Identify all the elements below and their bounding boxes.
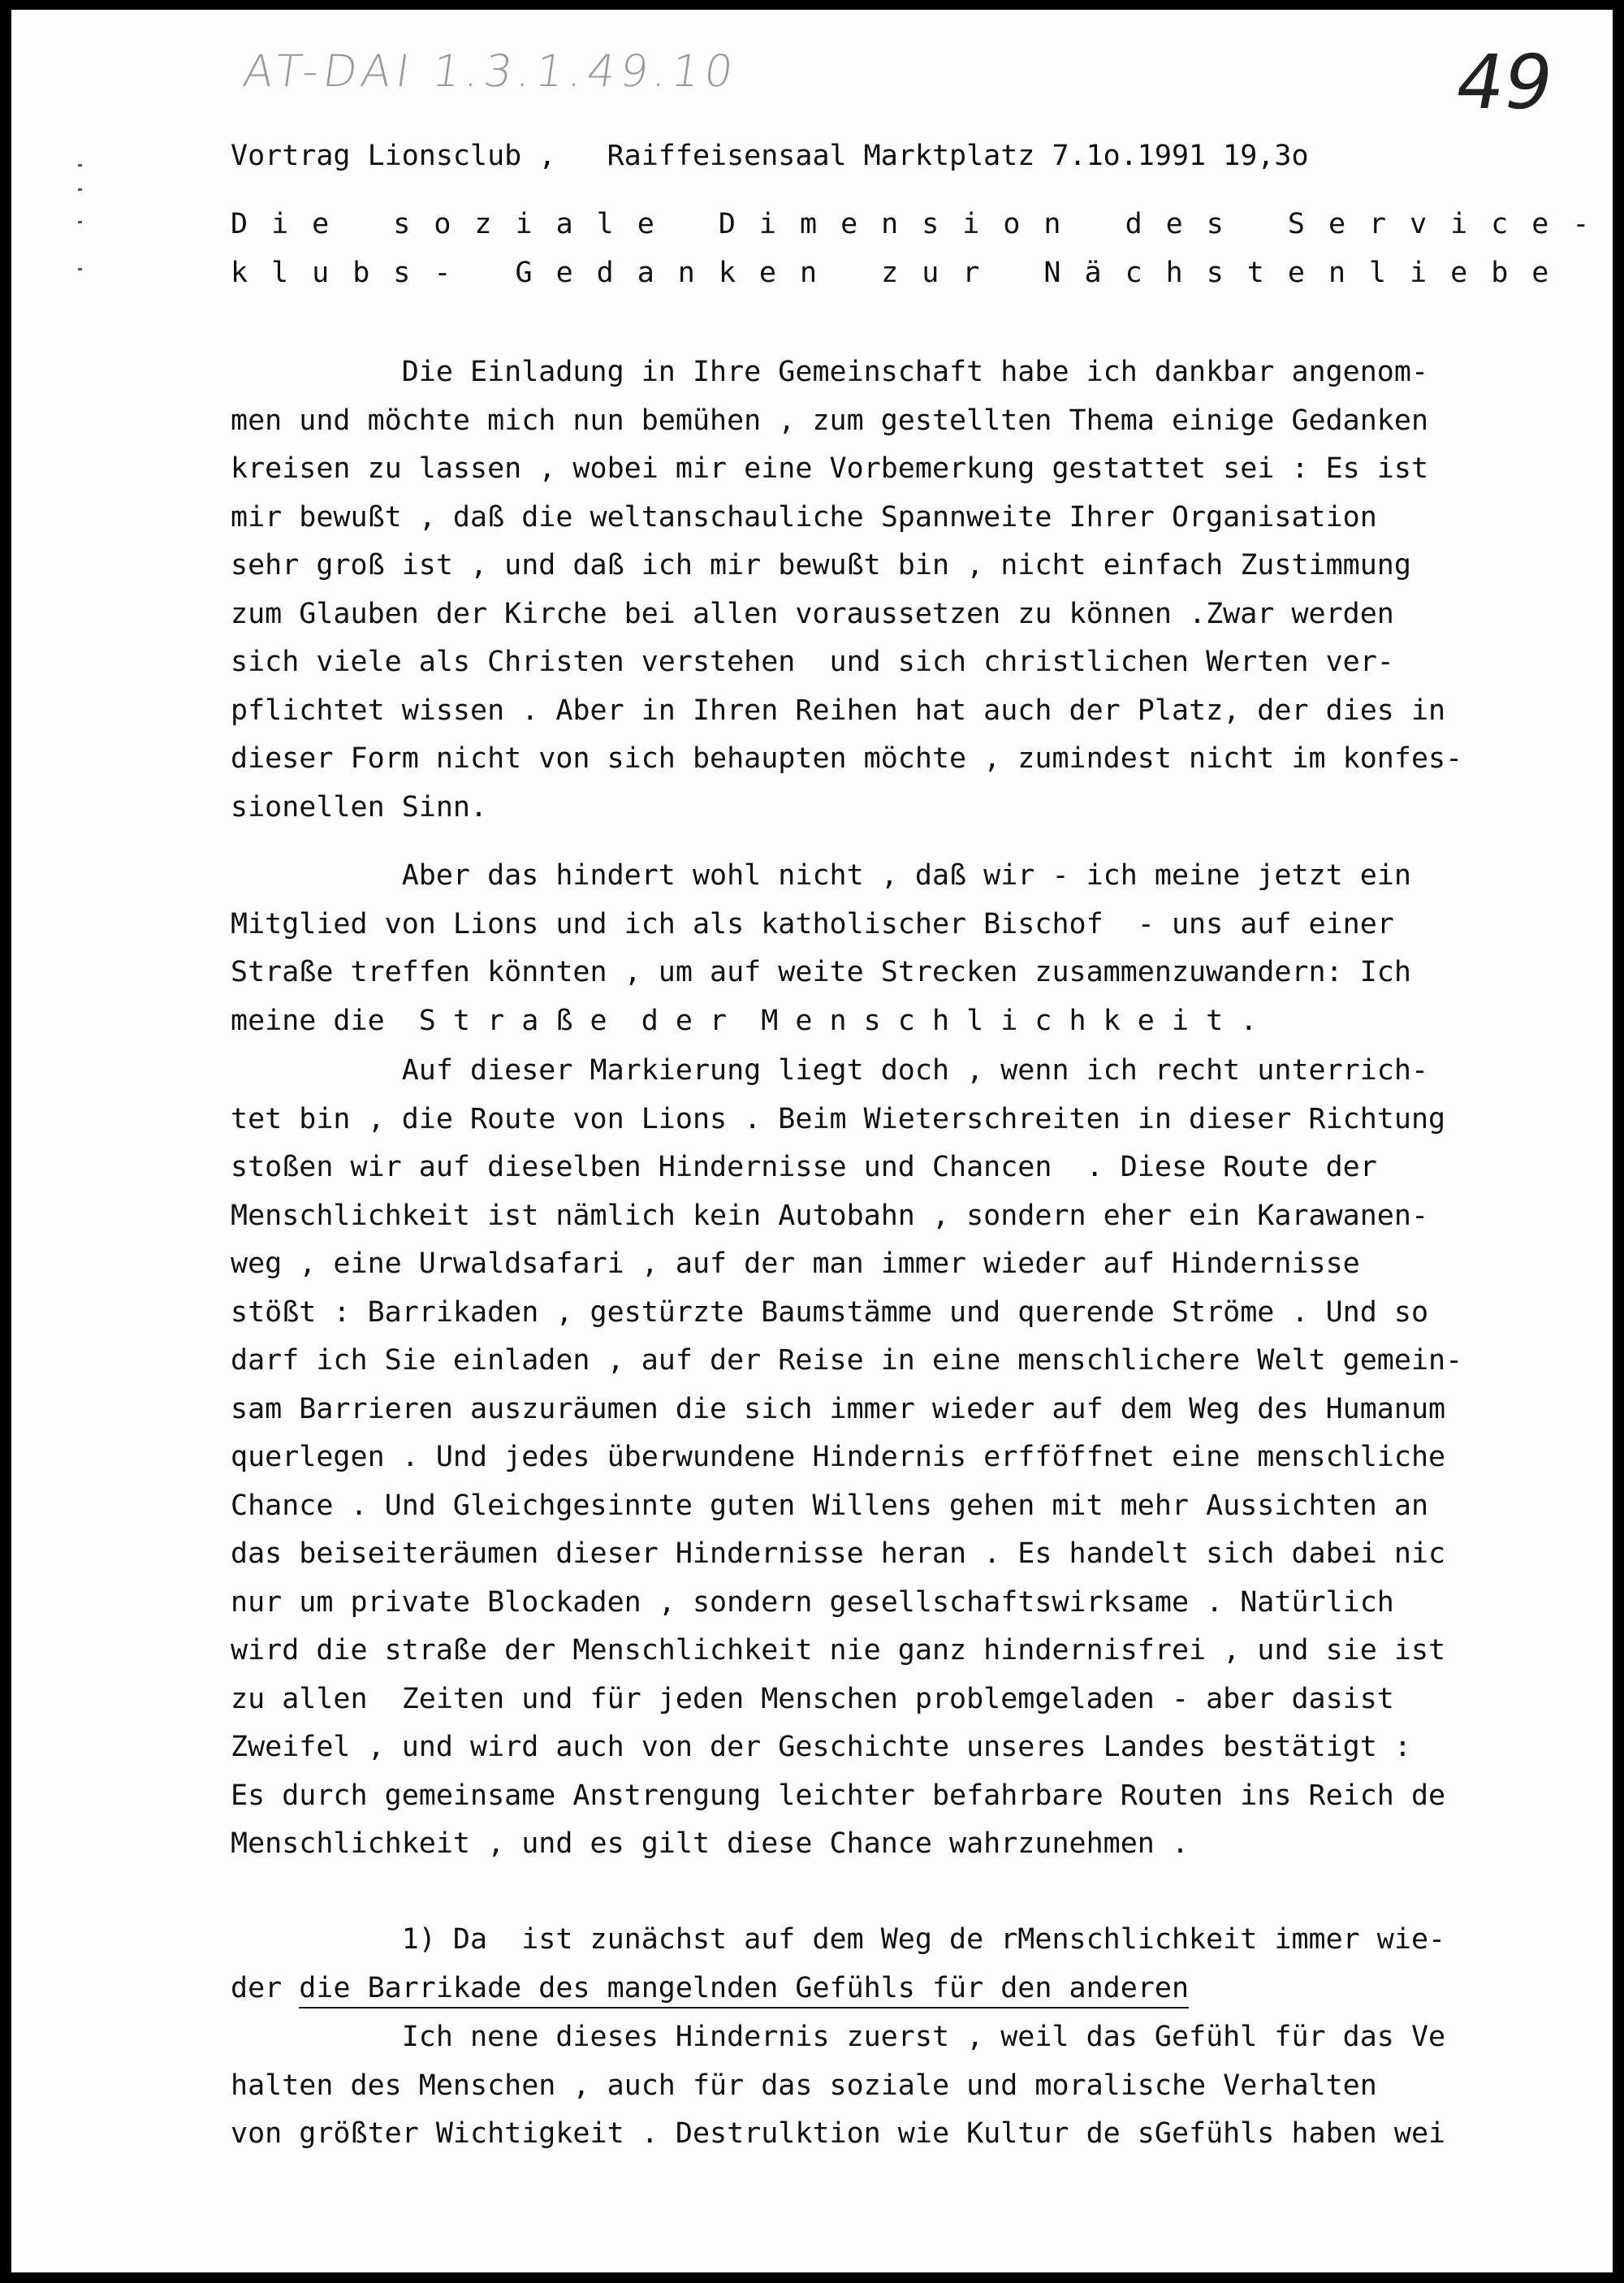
- page-number: 49: [1449, 39, 1560, 126]
- paragraph3-line: das beiseiteräumen dieser Hindernisse heran . Es handelt sich dabei nic: [231, 1537, 1446, 1570]
- paragraph1-line: kreisen zu lassen , wobei mir eine Vorbemerkung gestattet sei : Es ist: [231, 452, 1429, 485]
- paragraph3-line: Es durch gemeinsame Anstrengung leichter befahrbare Routen ins Reich de: [231, 1779, 1446, 1812]
- lecture-title-line-2: klubs- Gedanken zur Nächstenliebe: [231, 257, 1573, 289]
- paragraph4-line: von größter Wichtigkeit . Destrulktion wie Kultur de sGefühls haben wei: [231, 2117, 1446, 2150]
- paragraph4-line: Ich nene dieses Hindernis zuerst , weil das Gefühl für das Ve: [231, 2021, 1446, 2053]
- paragraph2-line: Aber das hindert wohl nicht , daß wir - ich meine jetzt ein: [231, 859, 1411, 892]
- paragraph3-line: nur um private Blockaden , sondern gesellschaftswirksame . Natürlich: [231, 1586, 1394, 1619]
- paragraph1-line: sionellen Sinn.: [231, 791, 488, 824]
- paragraph3-line: sam Barrieren auszuräumen die sich immer wieder auf dem Weg des Humanum: [231, 1393, 1446, 1425]
- paragraph3-line: tet bin , die Route von Lions . Beim Wieterschreiten in dieser Richtung: [231, 1103, 1446, 1135]
- paragraph3-line: stößt : Barrikaden , gestürzte Baumstämme und querende Ströme . Und so: [231, 1296, 1429, 1329]
- point-1-prefix: der: [231, 1972, 300, 2004]
- margin-marks: [78, 164, 89, 286]
- archive-reference: AT-DAI 1.3.1.49.10: [240, 45, 741, 97]
- lecture-header: Vortrag Lionsclub , Raiffeisensaal Marktplatz 7.1o.1991 19,3o: [231, 140, 1309, 172]
- paragraph4-line: halten des Menschen , auch für das soziale und moralische Verhalten: [231, 2069, 1377, 2102]
- paragraph1-line: dieser Form nicht von sich behaupten möchte , zumindest nicht im konfes-: [231, 742, 1463, 775]
- paragraph2-line: Straße treffen könnten , um auf weite Strecken zusammenzuwandern: Ich: [231, 956, 1411, 988]
- paragraph3-line: Zweifel , und wird auch von der Geschichte unseres Landes bestätigt :: [231, 1731, 1411, 1763]
- paragraph3-line: Menschlichkeit ist nämlich kein Autobahn , sondern eher ein Karawanen-: [231, 1200, 1429, 1232]
- paragraph1-line: men und möchte mich nun bemühen , zum gestellten Thema einige Gedanken: [231, 404, 1429, 437]
- paragraph1-line: zum Glauben der Kirche bei allen voraussetzen zu können .Zwar werden: [231, 598, 1394, 630]
- paragraph3-line: zu allen Zeiten und für jeden Menschen problemgeladen - aber dasist: [231, 1683, 1394, 1715]
- paragraph3-line: Menschlichkeit , und es gilt diese Chance wahrzunehmen .: [231, 1827, 1190, 1860]
- paragraph1-line: sehr groß ist , und daß ich mir bewußt bin , nicht einfach Zustimmung: [231, 549, 1411, 582]
- paragraph2-line: Mitglied von Lions und ich als katholischer Bischof - uns auf einer: [231, 908, 1394, 940]
- point-1-heading-underlined: die Barrikade des mangelnden Gefühls für den anderen: [299, 1972, 1189, 2008]
- point-1-line-1: 1) Da ist zunächst auf dem Weg de rMenschlichkeit immer wie-: [231, 1923, 1446, 1956]
- document-page: [11, 10, 1613, 2272]
- paragraph1-line: pflichtet wissen . Aber in Ihren Reihen hat auch der Platz, der dies in: [231, 694, 1446, 727]
- paragraph1-line: Die Einladung in Ihre Gemeinschaft habe ich dankbar angenom-: [231, 356, 1429, 388]
- paragraph2-line: meine die S t r a ß e d e r M e n s c h l i c h k e i t .: [231, 1005, 1258, 1037]
- paragraph3-line: Chance . Und Gleichgesinnte guten Willens gehen mit mehr Aussichten an: [231, 1490, 1429, 1522]
- paragraph3-line: weg , eine Urwaldsafari , auf der man immer wieder auf Hindernisse: [231, 1247, 1360, 1280]
- lecture-title-line-1: Die soziale Dimension des Service-: [231, 208, 1613, 240]
- paragraph1-line: sich viele als Christen verstehen und sich christlichen Werten ver-: [231, 646, 1394, 678]
- point-1-line-2: [231, 1972, 1189, 2004]
- paragraph3-line: wird die straße der Menschlichkeit nie ganz hindernisfrei , und sie ist: [231, 1634, 1446, 1667]
- paragraph3-line: darf ich Sie einladen , auf der Reise in eine menschlichere Welt gemein-: [231, 1344, 1463, 1377]
- paragraph1-line: mir bewußt , daß die weltanschauliche Spannweite Ihrer Organisation: [231, 501, 1377, 534]
- paragraph3-line: Auf dieser Markierung liegt doch , wenn ich recht unterrich-: [231, 1054, 1429, 1087]
- paragraph3-line: querlegen . Und jedes überwundene Hindernis erfföffnet eine menschliche: [231, 1441, 1446, 1473]
- paragraph3-line: stoßen wir auf dieselben Hindernisse und Chancen . Diese Route der: [231, 1151, 1377, 1183]
